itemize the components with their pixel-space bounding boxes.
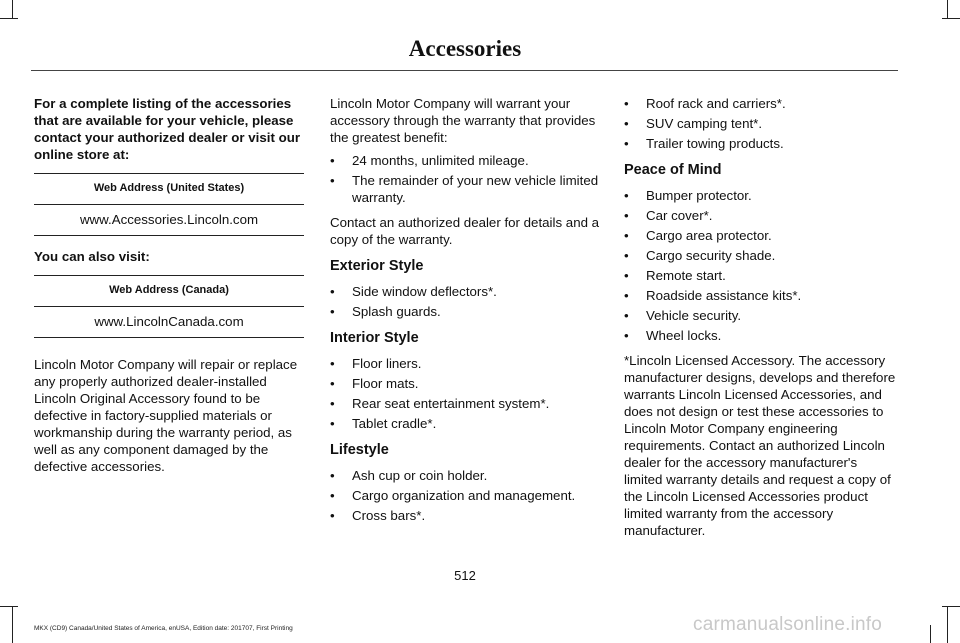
list-item: • The remainder of your new vehicle limited warranty. xyxy=(330,173,599,205)
repair-text: Lincoln Motor Company will repair or replace any properly authorized dealer-installed Lincoln Original Accessory found to be defective in factory-supplied materials or workmanship during the warranty period, as well as any component damaged by the defective accessories. xyxy=(34,357,298,474)
contact-text: Contact an authorized dealer for details and a copy of the warranty. xyxy=(330,215,600,247)
web-address-us-header: Web Address (United States) xyxy=(34,174,304,205)
list-item: • Floor liners. xyxy=(330,356,422,371)
web-address-canada-header: Web Address (Canada) xyxy=(34,276,304,307)
web-address-canada-table xyxy=(34,275,304,338)
crop-mark-top-right-v xyxy=(947,0,948,18)
intro-text: For a complete listing of the accessories that are available for your vehicle, please contact your authorized dealer or visit our online store at: xyxy=(34,96,300,162)
peace-of-mind-heading: Peace of Mind xyxy=(624,162,722,178)
exterior-style-heading: Exterior Style xyxy=(330,258,424,274)
bullet: • xyxy=(330,508,335,523)
web-address-canada-value: www.LincolnCanada.com xyxy=(94,314,244,329)
list-item: • Floor mats. xyxy=(330,376,419,391)
list-item: • Wheel locks. xyxy=(624,328,722,343)
bullet: • xyxy=(330,376,335,391)
bullet: • xyxy=(624,288,629,303)
crop-mark-bottom-left-v xyxy=(12,606,13,643)
page-number: 512 xyxy=(454,568,476,583)
list-item: • Tablet cradle*. xyxy=(330,416,437,431)
crop-mark-bottom-inner-right xyxy=(930,625,931,643)
web-address-us-table xyxy=(34,173,304,236)
bullet: • xyxy=(624,116,629,131)
lifestyle-list xyxy=(330,467,602,524)
list-item: • Cargo security shade. xyxy=(624,248,776,263)
interior-list xyxy=(330,355,602,432)
bullet: • xyxy=(624,208,629,223)
bullet: • xyxy=(330,488,335,503)
footer-edition-text: MKX (CD9) Canada/United States of America, enUSA, Edition date: 201707, First Printing xyxy=(34,625,293,632)
also-visit-text: You can also visit: xyxy=(34,249,150,264)
bullet: • xyxy=(624,228,629,243)
bullet: • xyxy=(330,173,335,188)
bullet: • xyxy=(330,396,335,411)
lifestyle-heading: Lifestyle xyxy=(330,442,389,458)
bullet: • xyxy=(330,416,335,431)
bullet: • xyxy=(330,284,335,299)
list-item: • Trailer towing products. xyxy=(624,136,784,151)
list-item: • Ash cup or coin holder. xyxy=(330,468,488,483)
list-item: • SUV camping tent*. xyxy=(624,116,763,131)
exterior-list xyxy=(330,283,602,320)
bullet: • xyxy=(330,304,335,319)
bullet: • xyxy=(624,328,629,343)
list-item: • Roof rack and carriers*. xyxy=(624,96,786,111)
list-item: • Roadside assistance kits*. xyxy=(624,288,802,303)
bullet: • xyxy=(624,268,629,283)
warrant-list xyxy=(330,152,602,206)
crop-mark-bottom-right-v xyxy=(947,606,948,643)
bullet: • xyxy=(624,96,629,111)
peace-of-mind-list xyxy=(624,187,896,344)
bullet: • xyxy=(330,468,335,483)
column-1 xyxy=(34,95,306,485)
header-rule xyxy=(31,70,898,71)
list-item: • 24 months, unlimited mileage. xyxy=(330,153,529,168)
lifestyle-list-continued xyxy=(624,95,896,152)
column-2 xyxy=(330,95,602,532)
crop-mark-top-left-v xyxy=(12,0,13,18)
interior-style-heading: Interior Style xyxy=(330,330,419,346)
list-item: • Cargo organization and management. xyxy=(330,488,576,503)
crop-mark-top-right-h xyxy=(942,18,960,19)
footnote-text: *Lincoln Licensed Accessory. The accessory manufacturer designs, develops and therefore warrants Lincoln Licensed Accessories, and does not design or test these accessories to Lincoln Motor Company engineering requirements. Contact an authorized Lincoln dealer for the accessory manufacturer's limited warranty details and request a copy of the Lincoln Licensed Accessories product limited warranty from the accessory manufacturer. xyxy=(624,353,896,538)
bullet: • xyxy=(624,248,629,263)
list-item: • Side window deflectors*. xyxy=(330,284,497,299)
watermark-logo-text: carmanualsonline.info xyxy=(693,614,883,635)
bullet: • xyxy=(624,136,629,151)
crop-mark-bottom-left-h xyxy=(0,606,18,607)
list-item: • Bumper protector. xyxy=(624,188,752,203)
crop-mark-top-left-h xyxy=(0,18,18,19)
crop-mark-bottom-right-h xyxy=(942,606,960,607)
bullet: • xyxy=(330,356,335,371)
list-item: • Car cover*. xyxy=(624,208,713,223)
bullet: • xyxy=(330,153,335,168)
warrant-text: Lincoln Motor Company will warrant your accessory through the warranty that provides the greatest benefit: xyxy=(330,96,596,145)
bullet: • xyxy=(624,188,629,203)
list-item: • Vehicle security. xyxy=(624,308,742,323)
web-address-us-value: www.Accessories.Lincoln.com xyxy=(79,212,259,227)
list-item: • Cargo area protector. xyxy=(624,228,772,243)
list-item: • Splash guards. xyxy=(330,304,441,319)
column-3 xyxy=(624,95,896,549)
list-item: • Rear seat entertainment system*. xyxy=(330,396,550,411)
list-item: • Cross bars*. xyxy=(330,508,426,523)
bullet: • xyxy=(624,308,629,323)
page-title: Accessories xyxy=(408,36,522,61)
list-item: • Remote start. xyxy=(624,268,726,283)
